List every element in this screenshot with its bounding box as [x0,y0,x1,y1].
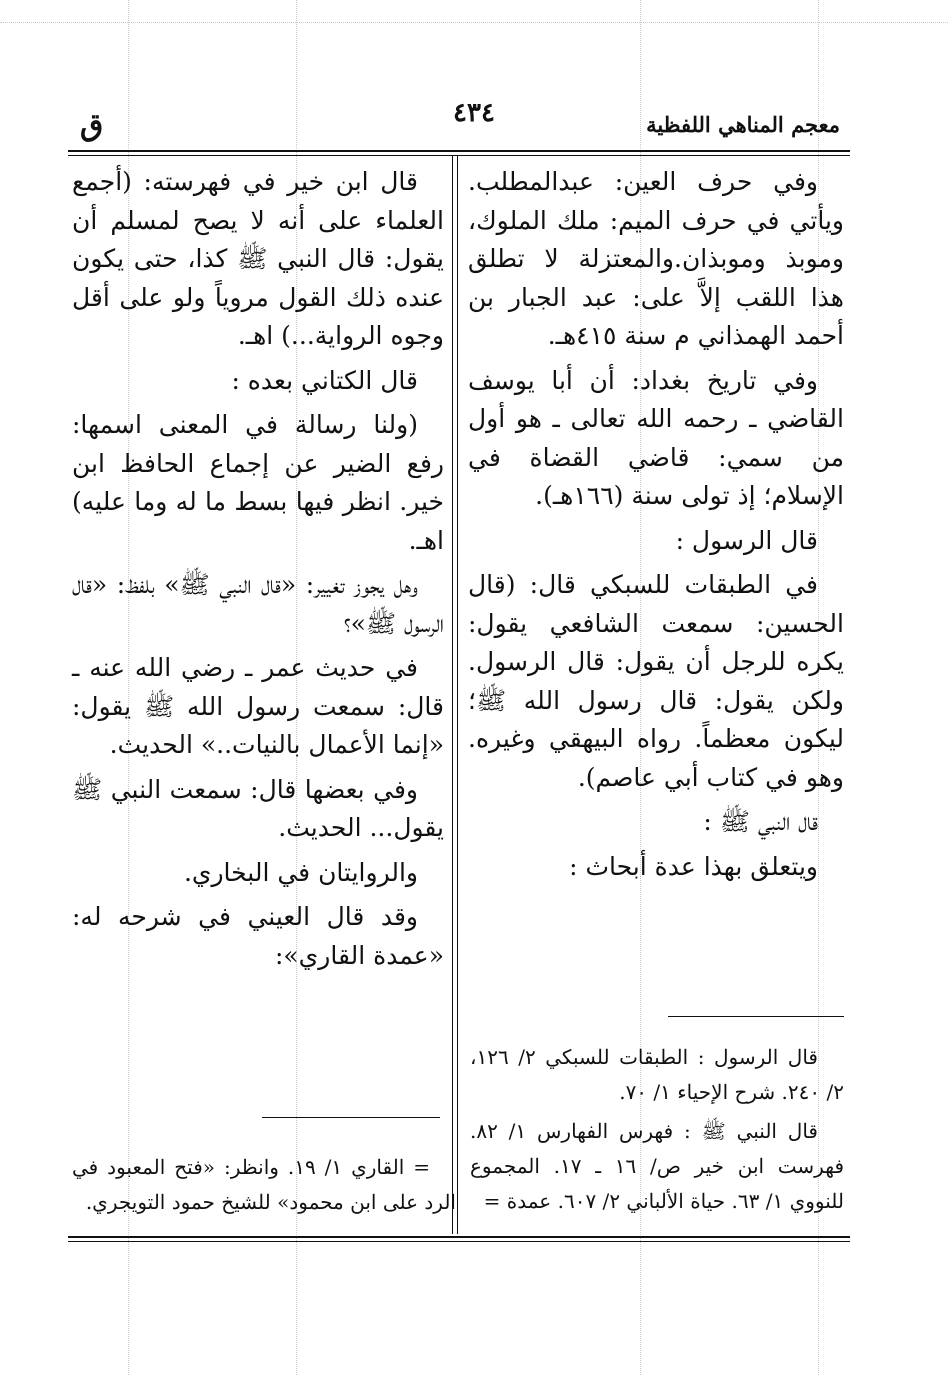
page-number: ٤٣٤ [453,98,495,128]
footnotes-left [72,1150,456,1224]
scan-guide-line [0,22,948,23]
paragraph: وفي حرف العين: عبدالمطلب. ويأتي في حرف الميم: ملك الملوك، وموبذ وموبذان.والمعتزلة لا تطلق هذا اللقب إلاَّ على: عبد الجبار بن أحمد الهمذاني م سنة ٤١٥هـ. [468,167,844,350]
footnote: قال الرسول : الطبقات للسبكي ٢/ ١٢٦، ٢/ ٢٤٠. شرح الإحياء ١/ ٧٠. [470,1045,844,1104]
footnote: قال النبي ﷺ : فهرس الفهارس ١/ ٨٢. فهرست ابن خير ص/ ١٦ ـ ١٧. المجموع للنووي ١/ ٦٣. حياة الألباني ٢/ ٦٠٧. عمدة = [470,1119,844,1213]
paragraph: قال ابن خير في فهرسته: (أجمع العلماء على أنه لا يصح لمسلم أن يقول: قال النبي ﷺ كذا، حتى يكون عنده ذلك القول مروياً ولو على أقل وجوه الرواية...) اهـ. [72,167,444,350]
footnote: = القاري ١/ ١٩. وانظر: «فتح المعبود في الرد على ابن محمود» للشيخ حمود التويجري. [72,1155,456,1214]
column-divider [457,156,458,1234]
paragraph: وقد قال العيني في شرحه له: «عمدة القاري»: [72,902,444,970]
paragraph: وهل يجوز تغيير: «قال النبي ﷺ» بلفظ: «قال الرسول ﷺ»؟ [72,570,444,638]
footnote-separator [262,1117,440,1118]
paragraph: والروايتان في البخاري. [183,857,418,887]
section-heading: قال الرسول : [675,525,818,555]
paragraph: وفي تاريخ بغداد: أن أبا يوسف القاضي ـ رحمه الله تعالى ـ هو أول من سمي: قاضي القضاة في الإسلام؛ إذ تولى سنة (١٦٦هـ). [468,365,844,510]
header-rule [68,155,850,156]
footer-rule [68,1236,850,1238]
paragraph: في الطبقات للسبكي قال: (قال الحسين: سمعت الشافعي يقول: يكره للرجل أن يقول: قال الرسول. ولكن يقول: قال رسول الله ﷺ؛ ليكون معظماً. رواه البيهقي وغيره. وهو في كتاب أبي عاصم). [468,570,844,792]
footnotes-right [470,1040,844,1223]
paragraph: قال الكتاني بعده : [231,365,418,395]
left-column [72,163,444,981]
footer-rule [68,1241,850,1242]
right-column [468,163,844,892]
footnote-separator [668,1016,844,1017]
column-divider [452,156,453,1234]
running-title: معجم المناهي اللفظية [646,112,840,137]
chapter-letter: ق [80,108,104,143]
header-rule [68,150,850,152]
paragraph: في حديث عمر ـ رضي الله عنه ـ قال: سمعت رسول الله ﷺ يقول: «إنما الأعمال بالنيات..» الحديث. [72,653,444,759]
section-heading: قال النبي ﷺ : [703,807,818,836]
paragraph: وفي بعضها قال: سمعت النبي ﷺ يقول... الحديث. [72,774,444,842]
paragraph: (ولنا رسالة في المعنى اسمها: رفع الضير عن إجماع الحافظ ابن خير. انظر فيها بسط ما له وما عليه) اهـ. [72,410,444,555]
paragraph: ويتعلق بهذا عدة أبحاث : [569,851,818,881]
